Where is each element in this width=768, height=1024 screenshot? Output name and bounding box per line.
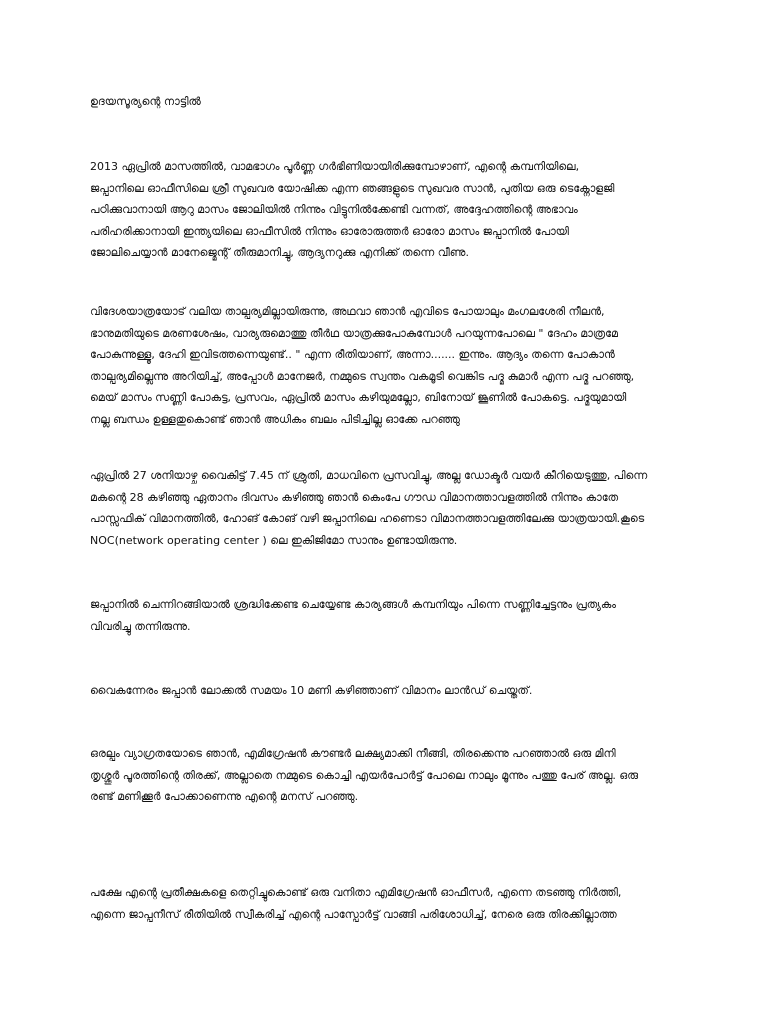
paragraph-line: പരിഹരിക്കാനായി ഇന്ത്യയിലെ ഓഫീസിൽ നിന്നും ഓരോരുത്തർ ഓരോ മാസം ജപ്പാനിൽ പോയി — [90, 224, 569, 238]
paragraph-7 — [90, 882, 750, 925]
paragraph-line: തൃശ്ശൂർ പൂരത്തിന്റെ തിരക്ക്, അല്ലാതെ നമ്മുടെ കൊച്ചി എയർപോർട്ട് പോലെ നാലും മൂന്നും പത്തു പേര് അല്ല. ഒരു — [90, 768, 639, 782]
paragraph-line: പക്ഷേ എന്റെ പ്രതീക്ഷകളെ തെറ്റിച്ചുകൊണ്ട് ഒരു വനിതാ എമിഗ്രേഷൻ ഓഫീസർ, എന്നെ തടഞ്ഞു നിർത്തി, — [90, 886, 622, 899]
paragraph-5 — [90, 680, 750, 702]
paragraph-line: NOC(network operating center ) ലെ ഇകിജിമോ സാനും ഉണ്ടായിരുന്നു. — [90, 533, 458, 547]
paragraph-line: ജോലിചെയ്യാൻ മാനേജ്മെന്റ് തീരുമാനിച്ചു, ആദ്യനറുക്കു എനിക്ക് തന്നെ വീണു. — [90, 246, 469, 259]
paragraph-line: എന്നെ ജാപ്പനീസ് രീതിയിൽ സ്വീകരിച്ച് എന്റെ പാസ്പോർട്ട് വാങ്ങി പരിശോധിച്ച്, നേരെ ഒരു തിരക്കില്ലാത്ത — [90, 907, 617, 921]
paragraph-1 — [90, 156, 750, 264]
paragraph-line: മകന്റെ 28 കഴിഞ്ഞു ഏതാനം ദിവസം കഴിഞ്ഞു ഞാൻ കെംപേ ഗൗഡ വിമാനത്താവളത്തിൽ നിന്നും കാതേ — [90, 490, 619, 504]
paragraph-line: ജപ്പാനിലെ ഓഫീസിലെ ശ്രീ സുഖവര യോഷിക്ക എന്ന ഞങ്ങളുടെ സുഖവര സാൻ, പുതിയ ഒരു ടെക്നോളജി — [90, 181, 615, 195]
paragraph-line: നല്ല ബന്ധം ഉള്ളതുകൊണ്ട് ഞാൻ അധികം ബലം പിടിച്ചില്ല ഓക്കേ പറഞ്ഞു — [90, 412, 460, 426]
paragraph-6 — [90, 743, 750, 808]
paragraph-line: വൈകന്നേരം ജപ്പാൻ ലോക്കൽ സമയം 10 മണി കഴിഞ്ഞാണ് വിമാനം ലാൻഡ് ചെയ്തത്. — [90, 684, 533, 697]
paragraph-line: ഭാനുമതിയുടെ മരണശേഷം, വാര്യരുമൊത്തു തീർഥ യാത്രക്കുപോകുമ്പോൾ പറയുന്നപോലെ " ദേഹം മാത്രമേ — [90, 326, 618, 340]
paragraph-3 — [90, 465, 750, 551]
paragraph-line: രണ്ട് മണിക്കൂർ പോക്കാണെന്നു എന്റെ മനസ് പറഞ്ഞു. — [90, 790, 359, 803]
paragraph-line: ഒരല്പം വ്യാഗ്രതയോടെ ഞാൻ, എമിഗ്രേഷൻ കൗണ്ടർ ലക്ഷ്യമാക്കി നീങ്ങി, തിരക്കെന്നു പറഞ്ഞാൽ ഒരു മിനി — [90, 747, 616, 760]
paragraph-line: താല്പര്യമില്ലെന്നു അറിയിച്ച്, അപ്പോൾ മാനേജർ, നമ്മുടെ സ്വന്തം വകമൂടി വെങ്കിട പദ്മ കുമാർ എന്ന പദ്മ പറഞ്ഞു, — [90, 369, 635, 383]
paragraph-line: വിദേശയാത്രയോട് വലിയ താല്പര്യമില്ലായിരുന്നു, അഥവാ ഞാൻ എവിടെ പോയാലും മംഗലശേരി നീലൻ, — [90, 305, 605, 318]
paragraph-2 — [90, 301, 750, 430]
document-title: ഉദയസൂര്യന്റെ നാട്ടിൽ — [90, 95, 201, 108]
paragraph-line: മെയ് മാസം സണ്ണി പോകട്ട, പ്രസവം, ഏപ്രിൽ മാസം കഴിയുമല്ലോ, ബിനോയ് ജൂണിൽ പോകട്ടെ. പദ്മയുമായി — [90, 391, 627, 404]
paragraph-line: 2013 ഏപ്രിൽ മാസത്തിൽ, വാമഭാഗം പൂർണ്ണ ഗർഭിണിയായിരിക്കുമ്പോഴാണ്, എന്റെ കമ്പനിയിലെ, — [90, 160, 580, 173]
paragraph-line: വിവരിച്ചു തന്നിരുന്നു. — [90, 619, 191, 633]
paragraph-line: പഠിക്കുവാനായി ആറു മാസം ജോലിയിൽ നിന്നും വിട്ടുനിൽക്കേണ്ടി വന്നത്, അദ്ദേഹത്തിന്റെ അഭാവം — [90, 203, 578, 216]
paragraph-4 — [90, 594, 750, 637]
paragraph-line: ഏപ്രിൽ 27 ശനിയാഴ്ച വൈകിട്ട് 7.45 ന് ശ്രുതി, മാധവിനെ പ്രസവിച്ചു, അല്ല ഡോക്ടർ വയർ കീറിയെടുത്തു, പിന്നെ — [90, 469, 648, 482]
paragraph-line: പാസ്സഫിക് വിമാനത്തിൽ, ഹോങ് കോങ് വഴി ജപ്പാനിലെ ഹണെടാ വിമാനത്താവളത്തിലേക്കു യാത്രയായി.കൂടെ — [90, 512, 645, 525]
paragraph-line: പോകുന്നുള്ളൂ, ദേഹി ഇവിടത്തന്നെയുണ്ട്.. " എന്ന രീതിയാണ്, അന്നാ....... ഇന്നും. ആദ്യം തന്നെ പോകാൻ — [90, 348, 615, 361]
paragraph-line: ജപ്പാനിൽ ചെന്നിറങ്ങിയാൽ ശ്രദ്ധിക്കേണ്ട ചെയ്യേണ്ട കാര്യങ്ങൾ കമ്പനിയും പിന്നെ സണ്ണിച്ചേട്ടനും പ്രത്യകം — [90, 598, 617, 611]
